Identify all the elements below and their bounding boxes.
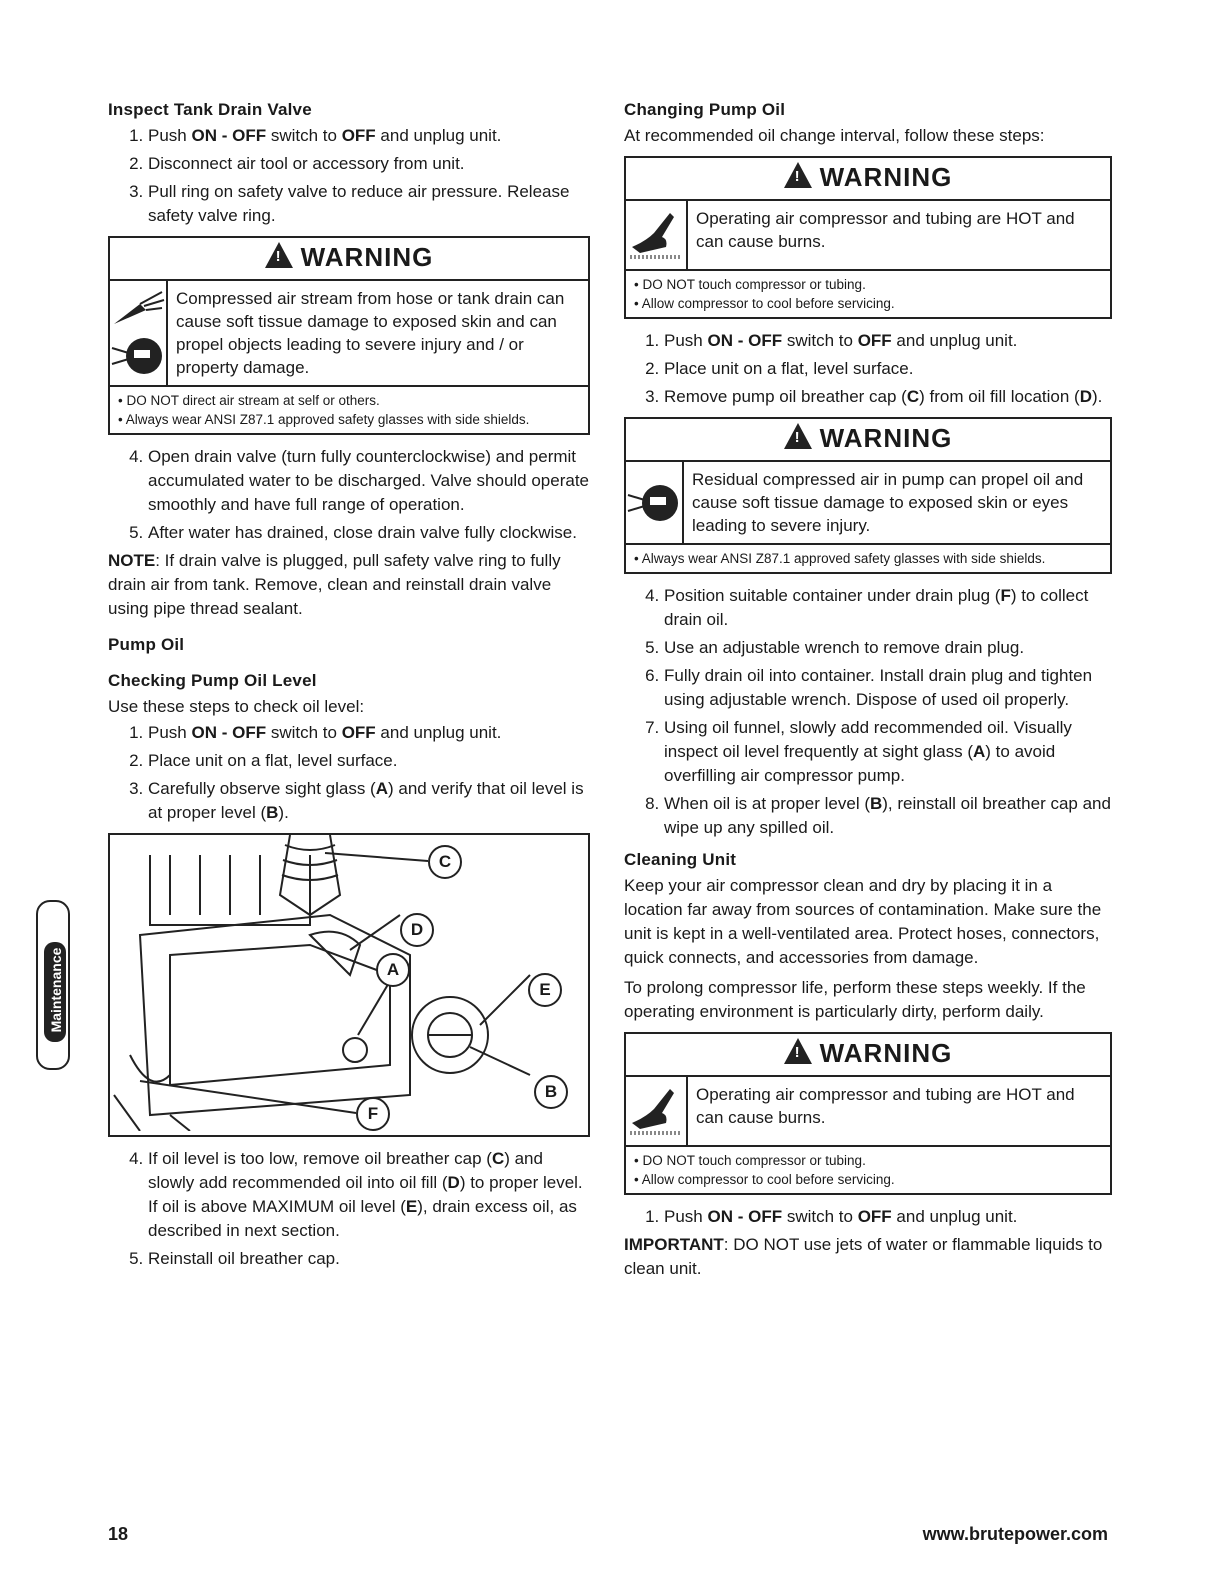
- warning-bullets: [626, 271, 1110, 317]
- warning-title: !WARNING: [110, 238, 588, 281]
- important-paragraph: IMPORTANT: DO NOT use jets of water or flammable liquids to clean unit.: [624, 1235, 1103, 1278]
- icon-column: [626, 462, 684, 543]
- warning-bullet: • Always wear ANSI Z87.1 approved safety glasses with side shields.: [634, 549, 1104, 568]
- list-item: 5. Use an adjustable wrench to remove drain plug.: [664, 636, 1112, 660]
- inspect-steps-a: [108, 124, 590, 228]
- pump-oil-title: Pump Oil: [108, 635, 185, 654]
- safety-goggles-icon: [110, 334, 166, 378]
- cleaning-title: Cleaning Unit: [624, 850, 737, 869]
- callout-f: F: [356, 1097, 390, 1131]
- list-item: 5. Reinstall oil breather cap.: [148, 1247, 590, 1271]
- icon-column: [626, 1077, 688, 1145]
- warning-text: Residual compressed air in pump can propel oil and cause soft tissue damage to exposed skin or eyes leading to severe injury.: [692, 470, 1084, 535]
- cleaning-steps: [624, 1205, 1112, 1229]
- checking-steps: [108, 721, 590, 825]
- list-item: 2. Place unit on a flat, level surface.: [148, 749, 590, 773]
- list-item: 5. After water has drained, close drain valve fully clockwise.: [148, 521, 590, 545]
- air-nozzle-icon: [110, 288, 166, 328]
- warning-box: [624, 1032, 1112, 1195]
- warning-bullet: • Allow compressor to cool before servicing.: [634, 1170, 1104, 1189]
- warning-bullet: • DO NOT direct air stream at self or others.: [118, 391, 582, 410]
- list-item: 1. Push ON - OFF switch to OFF and unplug unit.: [148, 124, 590, 148]
- note-paragraph: NOTE: If drain valve is plugged, pull safety valve ring to fully drain air from tank. Remove, clean and reinstall drain valve using pipe thread sealant.: [108, 551, 561, 618]
- list-item: 3. Pull ring on safety valve to reduce air pressure. Release safety valve ring.: [148, 180, 590, 228]
- warning-box: [624, 417, 1112, 574]
- list-item: 4. If oil level is too low, remove oil breather cap (C) and slowly add recommended oil into oil fill (D) to proper level. If oil is above MAXIMUM oil level (E), drain excess oil, as described in next section.: [148, 1147, 590, 1243]
- cleaning-paragraph: Keep your air compressor clean and dry by placing it in a location far away from sources of contamination. Make sure the unit is kept in a well-ventilated area. Protect hoses, connectors, quick connects, and accessories from damage.: [624, 876, 1102, 967]
- changing-steps-b: [624, 584, 1112, 840]
- warning-triangle-icon: [265, 242, 293, 268]
- warning-bullet: • Allow compressor to cool before servicing.: [634, 294, 1104, 313]
- warning-box: [624, 156, 1112, 319]
- callout-c: C: [428, 845, 462, 879]
- list-item: 2. Place unit on a flat, level surface.: [664, 357, 1112, 381]
- list-item: 1. Push ON - OFF switch to OFF and unplug unit.: [664, 1205, 1112, 1229]
- warning-bullet: • Always wear ANSI Z87.1 approved safety glasses with side shields.: [118, 410, 582, 429]
- hot-surface-hand-icon: [626, 207, 686, 263]
- warning-title: !WARNING: [626, 1034, 1110, 1077]
- warning-text: Compressed air stream from hose or tank drain can cause soft tissue damage to exposed skin and can propel objects leading to severe injury and / or property damage.: [176, 289, 565, 377]
- list-item: 4. Open drain valve (turn fully counterclockwise) and permit accumulated water to be discharged. Valve should operate smoothly and have full range of operation.: [148, 445, 590, 517]
- warning-bullets: [626, 1147, 1110, 1193]
- page-number: 18: [108, 1524, 129, 1544]
- right-column: [624, 100, 1112, 1287]
- icon-column: [626, 201, 688, 269]
- icon-column: [110, 281, 168, 385]
- warning-bullet: • DO NOT touch compressor or tubing.: [634, 1151, 1104, 1170]
- checking-intro: Use these steps to check oil level:: [108, 697, 365, 716]
- list-item: 8. When oil is at proper level (B), reinstall oil breather cap and wipe up any spilled oil.: [664, 792, 1112, 840]
- warning-triangle-icon: [784, 162, 812, 188]
- callout-a: A: [376, 953, 410, 987]
- left-column: [108, 100, 590, 1275]
- changing-intro: At recommended oil change interval, follow these steps:: [624, 126, 1045, 145]
- warning-triangle-icon: [784, 423, 812, 449]
- after-steps: [108, 1147, 590, 1271]
- callout-d: D: [400, 913, 434, 947]
- list-item: 1. Push ON - OFF switch to OFF and unplug unit.: [664, 329, 1112, 353]
- list-item: 2. Disconnect air tool or accessory from unit.: [148, 152, 590, 176]
- list-item: 4. Position suitable container under drain plug (F) to collect drain oil.: [664, 584, 1112, 632]
- warning-bullet: • DO NOT touch compressor or tubing.: [634, 275, 1104, 294]
- inspect-title: Inspect Tank Drain Valve: [108, 100, 312, 119]
- website-url: www.brutepower.com: [922, 1524, 1108, 1544]
- warning-title: !WARNING: [626, 158, 1110, 201]
- warning-title: !WARNING: [626, 419, 1110, 462]
- warning-bullets: [626, 545, 1110, 572]
- checking-title: Checking Pump Oil Level: [108, 671, 317, 690]
- changing-title: Changing Pump Oil: [624, 100, 786, 119]
- warning-text: Operating air compressor and tubing are HOT and can cause burns.: [696, 1085, 1075, 1127]
- callout-e: E: [528, 973, 562, 1007]
- warning-box: [108, 236, 590, 435]
- warning-text: Operating air compressor and tubing are HOT and can cause burns.: [696, 209, 1075, 251]
- changing-steps-a: [624, 329, 1112, 409]
- list-item: 3. Remove pump oil breather cap (C) from oil fill location (D).: [664, 385, 1112, 409]
- callout-b: B: [534, 1075, 568, 1109]
- warning-triangle-icon: [784, 1038, 812, 1064]
- cleaning-paragraph: To prolong compressor life, perform these steps weekly. If the operating environment is particularly dirty, perform daily.: [624, 978, 1086, 1021]
- list-item: 3. Carefully observe sight glass (A) and verify that oil level is at proper level (B).: [148, 777, 590, 825]
- warning-bullets: [110, 387, 588, 433]
- list-item: 6. Fully drain oil into container. Install drain plug and tighten using adjustable wrench. Dispose of used oil properly.: [664, 664, 1112, 712]
- list-item: 7. Using oil funnel, slowly add recommended oil. Visually inspect oil level frequently at sight glass (A) to avoid overfilling air compressor pump.: [664, 716, 1112, 788]
- pump-illustration: [110, 835, 588, 1131]
- section-tab-marker: [44, 942, 66, 1042]
- inspect-steps-b: [108, 445, 590, 545]
- hot-surface-hand-icon: [626, 1083, 686, 1139]
- safety-goggles-icon: [626, 481, 682, 525]
- pump-diagram: [108, 833, 590, 1137]
- section-tab: [36, 900, 70, 1070]
- section-tab-label: Maintenance: [48, 947, 64, 1033]
- list-item: 1. Push ON - OFF switch to OFF and unplug unit.: [148, 721, 590, 745]
